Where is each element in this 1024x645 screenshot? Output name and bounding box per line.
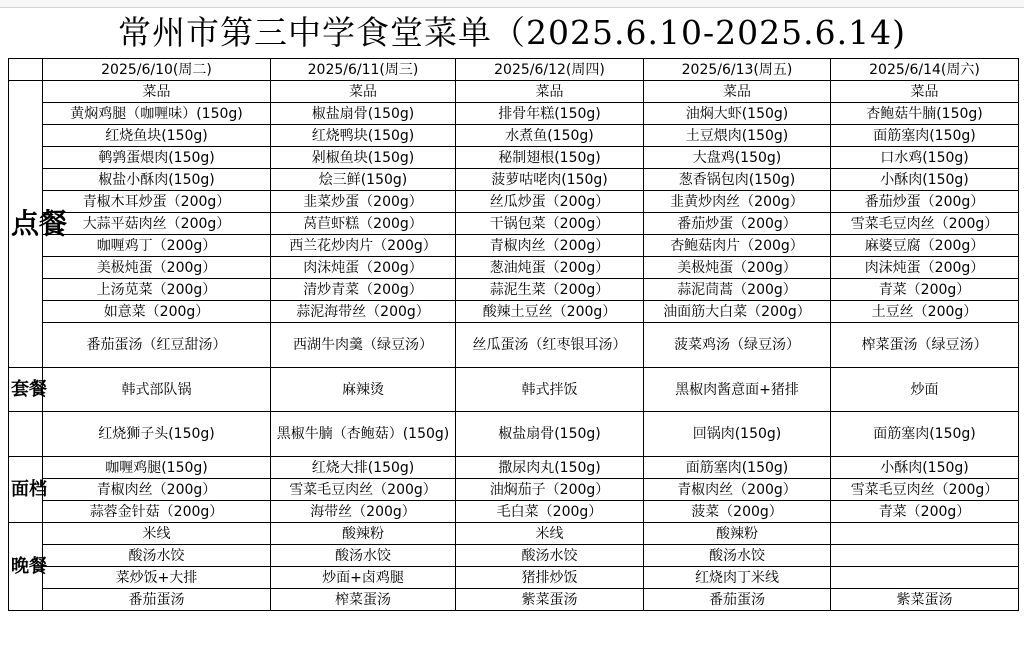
soup-cell: 丝瓜蛋汤（红枣银耳汤） bbox=[456, 323, 644, 368]
dish-header: 菜品 bbox=[456, 81, 644, 103]
dinner-cell: 猪排炒饭 bbox=[456, 567, 644, 589]
dinner-cell: 米线 bbox=[456, 523, 644, 545]
menu-row bbox=[9, 479, 1019, 501]
noodle-cell: 油焖茄子（200g） bbox=[456, 479, 644, 501]
section-label-taocan: 套餐 bbox=[9, 368, 43, 412]
menu-row bbox=[9, 567, 1019, 589]
menu-cell: 上汤苋菜（200g） bbox=[43, 279, 271, 301]
noodle-cell: 青椒肉丝（200g） bbox=[43, 479, 271, 501]
dinner-cell bbox=[831, 567, 1019, 589]
menu-cell: 土豆丝（200g） bbox=[831, 301, 1019, 323]
soup-cell: 榨菜蛋汤（绿豆汤） bbox=[831, 323, 1019, 368]
dinner-cell: 酸汤水饺 bbox=[43, 545, 271, 567]
noodle-cell: 椒盐扇骨(150g) bbox=[456, 412, 644, 457]
soup-cell: 菠菜鸡汤（绿豆汤） bbox=[644, 323, 831, 368]
menu-cell: 水煮鱼(150g) bbox=[456, 125, 644, 147]
set-meal-cell: 炒面 bbox=[831, 368, 1019, 412]
noodle-cell: 毛白菜（200g） bbox=[456, 501, 644, 523]
menu-row bbox=[9, 59, 1019, 81]
dinner-cell: 米线 bbox=[43, 523, 271, 545]
menu-cell: 杏鲍菇肉片（200g） bbox=[644, 235, 831, 257]
dish-header: 菜品 bbox=[831, 81, 1019, 103]
menu-row bbox=[9, 589, 1019, 611]
noodle-cell: 撒尿肉丸(150g) bbox=[456, 457, 644, 479]
menu-table bbox=[8, 58, 1019, 611]
menu-row bbox=[9, 81, 1019, 103]
menu-cell: 蒜泥茼蒿（200g） bbox=[644, 279, 831, 301]
menu-cell: 青菜（200g） bbox=[831, 279, 1019, 301]
menu-cell: 口水鸡(150g) bbox=[831, 147, 1019, 169]
menu-cell: 杏鲍菇牛腩(150g) bbox=[831, 103, 1019, 125]
set-meal-cell: 韩式拌饭 bbox=[456, 368, 644, 412]
menu-row bbox=[9, 412, 1019, 457]
dinner-cell bbox=[831, 545, 1019, 567]
set-meal-cell: 黑椒肉酱意面+猪排 bbox=[644, 368, 831, 412]
menu-cell: 蒜泥海带丝（200g） bbox=[271, 301, 456, 323]
soup-cell: 番茄蛋汤（红豆甜汤） bbox=[43, 323, 271, 368]
menu-cell: 咖喱鸡丁（200g） bbox=[43, 235, 271, 257]
set-meal-cell: 麻辣烫 bbox=[271, 368, 456, 412]
menu-cell: 黄焖鸡腿（咖喱味）(150g) bbox=[43, 103, 271, 125]
noodle-cell: 菠菜（200g） bbox=[644, 501, 831, 523]
menu-cell: 麻婆豆腐（200g） bbox=[831, 235, 1019, 257]
noodle-cell: 红烧大排(150g) bbox=[271, 457, 456, 479]
date-header: 2025/6/11(周三) bbox=[271, 59, 456, 81]
menu-cell: 番茄炒蛋（200g） bbox=[644, 213, 831, 235]
menu-cell: 土豆煨肉(150g) bbox=[644, 125, 831, 147]
menu-cell: 干锅包菜（200g） bbox=[456, 213, 644, 235]
menu-cell: 清炒青菜（200g） bbox=[271, 279, 456, 301]
menu-cell: 小酥肉(150g) bbox=[831, 169, 1019, 191]
menu-row bbox=[9, 125, 1019, 147]
dinner-cell: 红烧肉丁米线 bbox=[644, 567, 831, 589]
menu-cell: 剁椒鱼块(150g) bbox=[271, 147, 456, 169]
menu-cell: 椒盐扇骨(150g) bbox=[271, 103, 456, 125]
menu-row bbox=[9, 501, 1019, 523]
menu-cell: 秘制翅根(150g) bbox=[456, 147, 644, 169]
noodle-cell: 红烧狮子头(150g) bbox=[43, 412, 271, 457]
menu-cell: 鹌鹑蛋煨肉(150g) bbox=[43, 147, 271, 169]
menu-row bbox=[9, 457, 1019, 479]
menu-cell: 菠萝咕咾肉(150g) bbox=[456, 169, 644, 191]
menu-row bbox=[9, 368, 1019, 412]
menu-cell: 青椒肉丝（200g） bbox=[456, 235, 644, 257]
dish-header: 菜品 bbox=[43, 81, 271, 103]
date-header: 2025/6/10(周二) bbox=[43, 59, 271, 81]
spreadsheet-top-strip bbox=[0, 0, 1024, 8]
noodle-cell: 回锅肉(150g) bbox=[644, 412, 831, 457]
menu-row bbox=[9, 545, 1019, 567]
menu-cell: 莴苣虾糕（200g） bbox=[271, 213, 456, 235]
menu-cell: 韭黄炒肉丝（200g） bbox=[644, 191, 831, 213]
menu-row bbox=[9, 213, 1019, 235]
noodle-cell: 咖喱鸡腿(150g) bbox=[43, 457, 271, 479]
noodle-cell: 青椒肉丝（200g） bbox=[644, 479, 831, 501]
menu-cell: 红烧鱼块(150g) bbox=[43, 125, 271, 147]
menu-cell: 如意菜（200g） bbox=[43, 301, 271, 323]
dish-header: 菜品 bbox=[644, 81, 831, 103]
date-header: 2025/6/13(周五) bbox=[644, 59, 831, 81]
menu-cell: 大蒜平菇肉丝（200g） bbox=[43, 213, 271, 235]
menu-cell: 肉沫炖蛋（200g） bbox=[831, 257, 1019, 279]
menu-cell: 酸辣土豆丝（200g） bbox=[456, 301, 644, 323]
noodle-cell: 青菜（200g） bbox=[831, 501, 1019, 523]
date-header: 2025/6/14(周六) bbox=[831, 59, 1019, 81]
dinner-cell bbox=[831, 523, 1019, 545]
menu-cell: 大盘鸡(150g) bbox=[644, 147, 831, 169]
noodle-cell: 面筋塞肉(150g) bbox=[831, 412, 1019, 457]
menu-row bbox=[9, 323, 1019, 368]
dinner-cell: 紫菜蛋汤 bbox=[831, 589, 1019, 611]
noodle-cell: 蒜蓉金针菇（200g） bbox=[43, 501, 271, 523]
menu-row bbox=[9, 103, 1019, 125]
dinner-cell: 酸汤水饺 bbox=[644, 545, 831, 567]
menu-row bbox=[9, 191, 1019, 213]
menu-row bbox=[9, 235, 1019, 257]
dinner-cell: 酸汤水饺 bbox=[456, 545, 644, 567]
dinner-cell: 番茄蛋汤 bbox=[644, 589, 831, 611]
dinner-cell: 酸辣粉 bbox=[644, 523, 831, 545]
set-meal-cell: 韩式部队锅 bbox=[43, 368, 271, 412]
dinner-cell: 紫菜蛋汤 bbox=[456, 589, 644, 611]
menu-cell: 蒜泥生菜（200g） bbox=[456, 279, 644, 301]
section-label-miandang: 面档 bbox=[9, 457, 43, 523]
noodle-cell: 海带丝（200g） bbox=[271, 501, 456, 523]
section-label-dianchan: 点餐 bbox=[9, 81, 43, 368]
dish-header: 菜品 bbox=[271, 81, 456, 103]
noodle-cell: 雪菜毛豆肉丝（200g） bbox=[831, 479, 1019, 501]
dinner-cell: 炒面+卤鸡腿 bbox=[271, 567, 456, 589]
section-blank bbox=[9, 412, 43, 457]
noodle-cell: 雪菜毛豆肉丝（200g） bbox=[271, 479, 456, 501]
menu-row bbox=[9, 257, 1019, 279]
menu-cell: 烩三鲜(150g) bbox=[271, 169, 456, 191]
noodle-cell: 面筋塞肉(150g) bbox=[644, 457, 831, 479]
menu-row bbox=[9, 523, 1019, 545]
menu-cell: 韭菜炒蛋（200g） bbox=[271, 191, 456, 213]
menu-cell: 葱香锅包肉(150g) bbox=[644, 169, 831, 191]
section-label-wancan: 晚餐 bbox=[9, 523, 43, 611]
menu-row bbox=[9, 169, 1019, 191]
corner-cell bbox=[9, 59, 43, 81]
dinner-cell: 酸汤水饺 bbox=[271, 545, 456, 567]
menu-row bbox=[9, 301, 1019, 323]
menu-cell: 丝瓜炒蛋（200g） bbox=[456, 191, 644, 213]
menu-cell: 椒盐小酥肉(150g) bbox=[43, 169, 271, 191]
menu-cell: 葱油炖蛋（200g） bbox=[456, 257, 644, 279]
menu-cell: 油面筋大白菜（200g） bbox=[644, 301, 831, 323]
menu-row bbox=[9, 147, 1019, 169]
menu-cell: 面筋塞肉(150g) bbox=[831, 125, 1019, 147]
menu-cell: 美极炖蛋（200g） bbox=[644, 257, 831, 279]
menu-title: 常州市第三中学食堂菜单（2025.6.10-2025.6.14) bbox=[118, 13, 906, 52]
menu-cell: 西兰花炒肉片（200g） bbox=[271, 235, 456, 257]
dinner-cell: 酸辣粉 bbox=[271, 523, 456, 545]
dinner-cell: 菜炒饭+大排 bbox=[43, 567, 271, 589]
menu-cell: 肉沫炖蛋（200g） bbox=[271, 257, 456, 279]
menu-cell: 红烧鸭块(150g) bbox=[271, 125, 456, 147]
noodle-cell: 小酥肉(150g) bbox=[831, 457, 1019, 479]
menu-cell: 雪菜毛豆肉丝（200g） bbox=[831, 213, 1019, 235]
menu-cell: 青椒木耳炒蛋（200g） bbox=[43, 191, 271, 213]
soup-cell: 西湖牛肉羹（绿豆汤） bbox=[271, 323, 456, 368]
menu-cell: 排骨年糕(150g) bbox=[456, 103, 644, 125]
menu-cell: 美极炖蛋（200g） bbox=[43, 257, 271, 279]
date-header: 2025/6/12(周四) bbox=[456, 59, 644, 81]
menu-cell: 番茄炒蛋（200g） bbox=[831, 191, 1019, 213]
menu-cell: 油焖大虾(150g) bbox=[644, 103, 831, 125]
menu-row bbox=[9, 279, 1019, 301]
dinner-cell: 番茄蛋汤 bbox=[43, 589, 271, 611]
dinner-cell: 榨菜蛋汤 bbox=[271, 589, 456, 611]
noodle-cell: 黑椒牛腩（杏鲍菇）(150g) bbox=[271, 412, 456, 457]
